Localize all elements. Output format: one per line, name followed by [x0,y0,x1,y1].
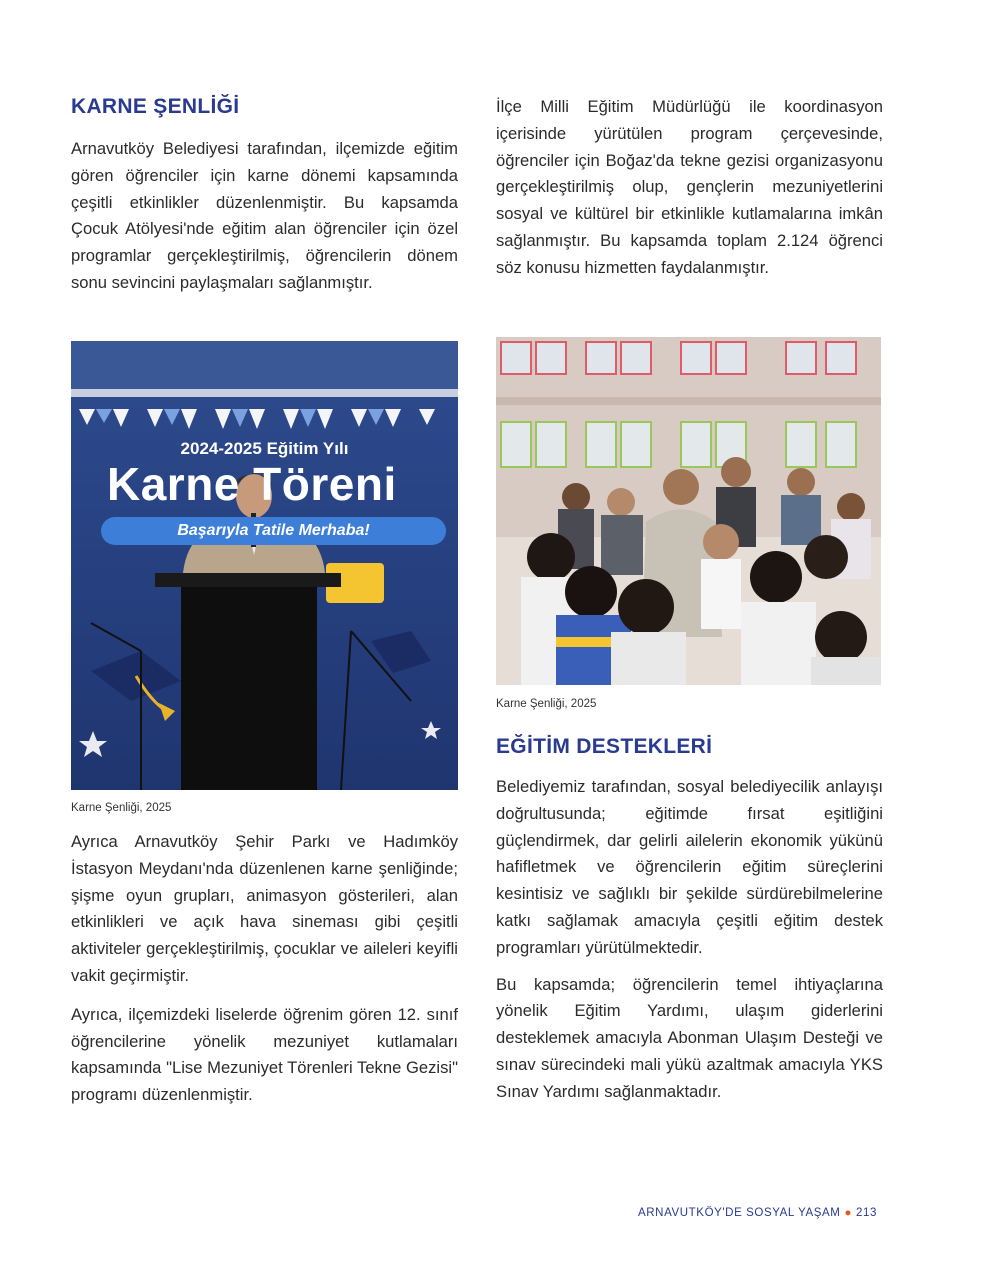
paragraph-tekne-gezisi: İlçe Milli Eğitim Müdürlüğü ile koordinasyon içerisinde yürütülen program çerçevesinde, öğrenciler için Boğaz'da tekne gezisi organizasyonu gerçekleştirilmiş olup, gençlerin mezuniyetlerini sosyal ve kültürel bir etkinlikle kutlamalarına imkân sağlanmıştır. Bu kapsamda toplam 2.124 öğrenci söz konusu hizmetten faydalanmıştır. [496,97,883,277]
footer-dot-icon: ● [844,1207,853,1219]
section-heading-egitim: EĞİTİM DESTEKLERİ [496,735,713,758]
page-number: 213 [856,1207,878,1219]
stage-illustration [71,341,458,790]
paragraph-sehir-parki: Ayrıca Arnavutköy Şehir Parkı ve Hadımköy İstasyon Meydanı'nda düzenlenen karne şenliğinde; şişme oyun grupları, animasyon gösterileri, alan etkinlikleri ve açık hava sineması gibi çeşitli aktiviteler gerçekleştirilmiş, çocuklar ve aileleri keyifli vakit geçirmiştir. [71,832,458,985]
right-column [496,94,883,282]
photo-karne-toreni [71,341,458,790]
paragraph-yardimlar: Bu kapsamda; öğrencilerin temel ihtiyaçlarına yönelik Eğitim Yardımı, ulaşım giderlerini desteklemek amacıyla Abonman Ulaşım Desteği ve sınav sürecindeki mali yükü azaltmak amacıyla YKS Sınav Yardımı sağlanmaktadır. [496,974,883,1101]
paragraph-egitim-destek: Belediyemiz tarafından, sosyal belediyecilik anlayışı doğrultusunda; eğitimde fırsat eşitliğini güçlendirmek, dar gelirli ailelerin ekonomik yükünü hafifletmek ve öğrencilerin eğitim süreçlerini kesintisiz ve sağlıklı bir şekilde sürdürebilmelerine katkı sağlamak amacıyla çeşitli eğitim destek programları yürütülmektedir. [496,777,883,957]
photo-karne-senligi [496,337,881,685]
paragraph-lise-mezuniyet: Ayrıca, ilçemizdeki liselerde öğrenim gören 12. sınıf öğrencilerine yönelik mezuniyet kutlamaları kapsamında "Lise Mezuniyet Törenleri Tekne Gezisi" programı düzenlenmiştir. [71,1004,458,1105]
photo-caption-right: Karne Şenliği, 2025 [496,698,597,710]
intro-paragraph: Arnavutköy Belediyesi tarafından, ilçemizde eğitim gören öğrenciler için karne dönemi kapsamında çeşitli etkinlikler düzenlenmiştir. Bu kapsamda Çocuk Atölyesi'nde eğitim alan öğrenciler için özel programlar gerçekleştirilmiş, öğrencilerin dönem sonu sevincini paylaşmaları sağlanmıştır. [71,139,458,292]
banner-title: Karne Töreni [107,458,397,510]
left-column-lower [71,829,458,1109]
section-heading-karne: KARNE ŞENLİĞİ [71,95,240,118]
photo-caption-left: Karne Şenliği, 2025 [71,802,172,814]
banner-year: 2024-2025 Eğitim Yılı [180,439,349,458]
crowd-illustration [496,337,881,685]
footer-section: ARNAVUTKÖY'DE SOSYAL YAŞAM [638,1207,841,1219]
page-footer [638,1207,877,1219]
left-column [71,92,458,297]
banner-subtitle: Başarıyla Tatile Merhaba! [101,517,446,545]
right-column-lower [496,732,883,1106]
